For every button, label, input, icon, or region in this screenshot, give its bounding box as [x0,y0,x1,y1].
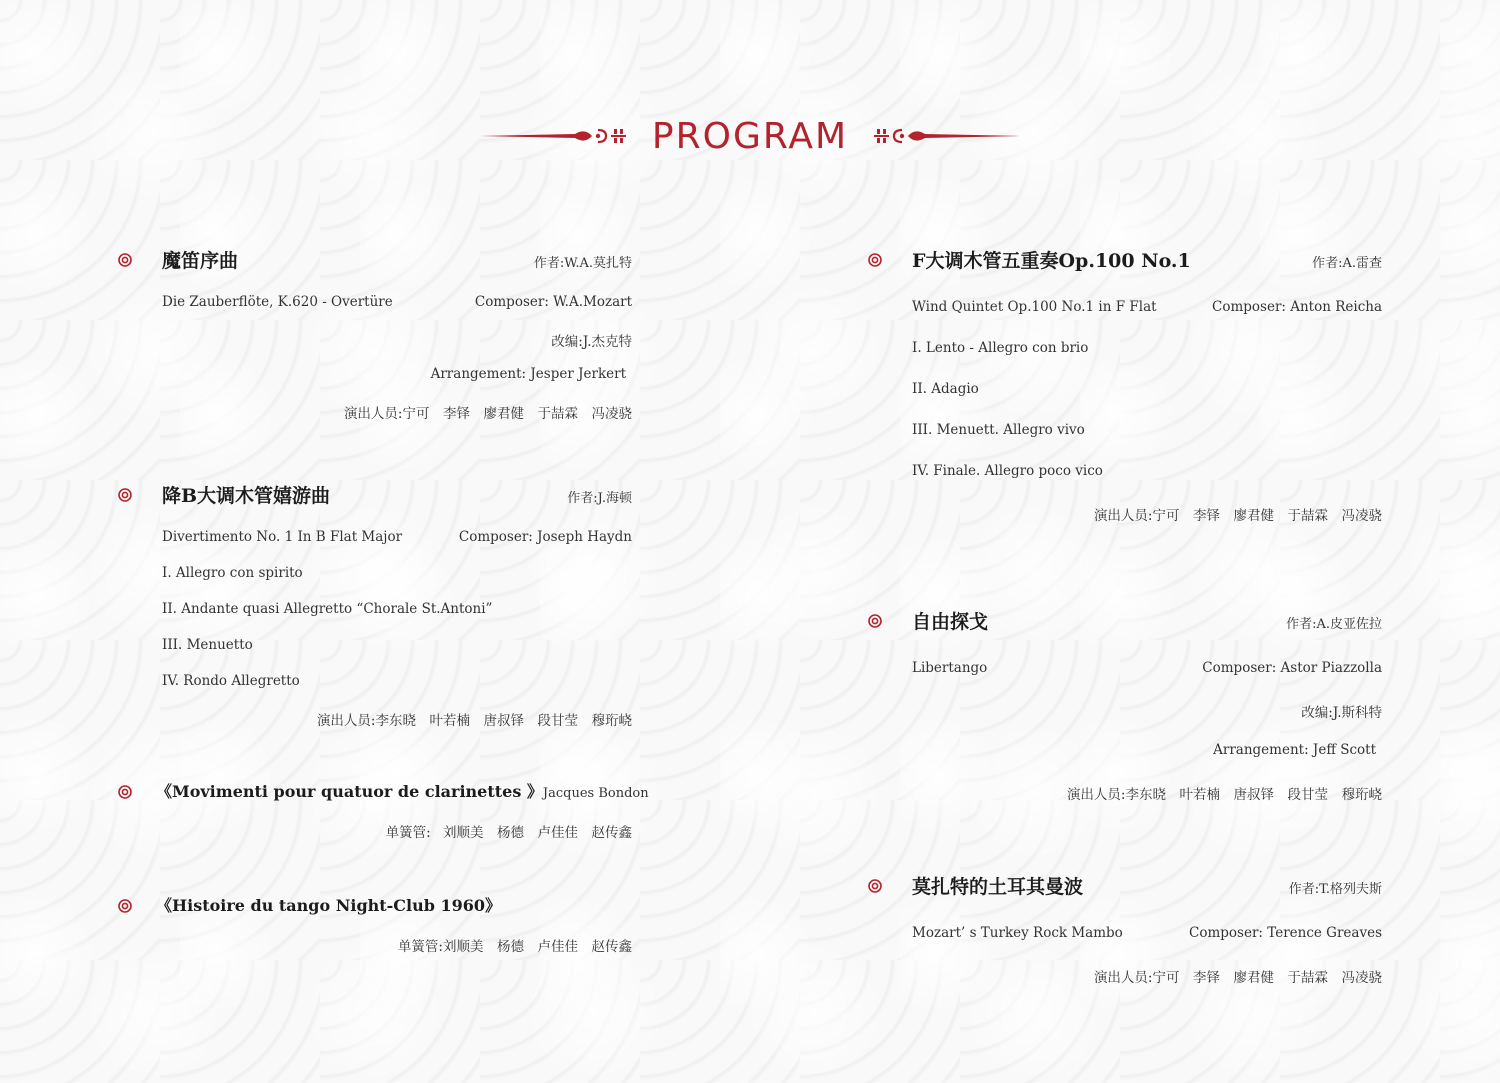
composer-cn: 作者:A.皮亚佐拉 [1286,617,1382,632]
piece-title: 莫扎特的土耳其曼波 [912,876,1084,898]
piece-title: 自由探戈 [912,611,989,633]
bullet-circle-icon [118,488,132,502]
movement: III. Menuetto [162,637,253,653]
movement: III. Menuett. Allegro vivo [912,422,1085,438]
page-title: PROGRAM [651,115,849,157]
composer-en: Composer: Joseph Haydn [458,529,632,545]
piece-subtitle: Mozart’ s Turkey Rock Mambo [912,925,1123,941]
performers: 单簧管:刘顺美 杨德 卢佳佳 赵传鑫 [397,939,632,955]
performers: 演出人员:宁可 李铎 廖君健 于喆霖 冯凌骁 [1093,508,1382,524]
piece-title: 降B大调木管嬉游曲 [162,485,331,507]
piece-subtitle: Wind Quintet Op.100 No.1 in F Flat [912,299,1157,315]
piece-subtitle: Divertimento No. 1 In B Flat Major [162,529,403,545]
piece-title: 《Movimenti pour quatuor de clarinettes 》 [156,782,543,801]
piece-title: F大调木管五重奏Op.100 No.1 [912,250,1191,272]
arranger-en: Arrangement: Jeff Scott [1213,742,1376,758]
composer-cn: 作者:A.雷查 [1312,256,1382,271]
arranger-cn: 改编:J.杰克特 [551,334,632,350]
program-column-left [118,0,649,1083]
composer-cn: 作者:T.格列夫斯 [1288,882,1382,897]
arranger-en: Arrangement: Jesper Jerkert [430,366,626,382]
piece-title: 魔笛序曲 [162,250,239,272]
movement: II. Adagio [912,381,979,397]
bullet-circle-icon [118,253,132,267]
movement: I. Lento - Allegro con brio [912,340,1089,356]
bullet-circle-icon [868,614,882,628]
performers: 演出人员:李东晓 叶若楠 唐叔铎 段甘莹 穆珩峣 [316,713,632,729]
composer-en: Jacques Bondon [542,786,649,801]
program-column-right [868,0,1382,1083]
composer-en: Composer: Terence Greaves [1189,925,1382,941]
composer-en: Composer: Astor Piazzolla [1202,660,1382,676]
movement: IV. Finale. Allegro poco vico [912,463,1103,479]
performers: 演出人员:李东晓 叶若楠 唐叔铎 段甘莹 穆珩峣 [1066,787,1382,803]
composer-cn: 作者:J.海顿 [567,491,632,506]
bullet-circle-icon [868,253,882,267]
performers: 演出人员:宁可 李铎 廖君健 于喆霖 冯凌骁 [343,406,632,422]
movement: IV. Rondo Allegretto [162,673,300,689]
performers: 演出人员:宁可 李铎 廖君健 于喆霖 冯凌骁 [1093,970,1382,986]
movement: I. Allegro con spirito [162,565,303,581]
movement: II. Andante quasi Allegretto “Chorale St.Antoni” [162,601,493,617]
composer-en: Composer: W.A.Mozart [474,294,632,310]
composer-en: Composer: Anton Reicha [1212,299,1382,315]
piece-title: 《Histoire du tango Night-Club 1960》 [156,896,502,915]
performers: 单簧管: 刘顺美 杨德 卢佳佳 赵传鑫 [385,825,632,841]
bullet-circle-icon [118,899,132,913]
bullet-circle-icon [118,785,132,799]
composer-cn: 作者:W.A.莫扎特 [533,256,632,271]
arranger-cn: 改编:J.斯科特 [1301,705,1382,721]
piece-subtitle: Libertango [912,660,988,676]
bullet-circle-icon [868,879,882,893]
piece-subtitle: Die Zauberflöte, K.620 - Overtüre [162,294,393,310]
